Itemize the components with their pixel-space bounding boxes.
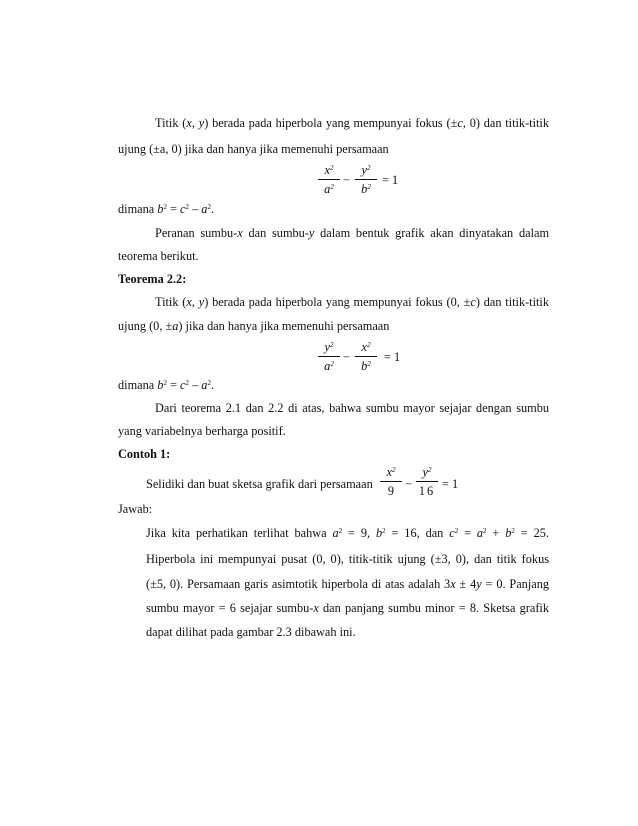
eq3-fraction-2 — [416, 466, 438, 498]
eq2-fraction-2 — [355, 341, 377, 373]
example-prompt: Selidiki dan buat sketsa grafik dari persamaan — [146, 477, 373, 491]
p4-line2: yang variabelnya berharga positif. — [118, 424, 286, 438]
eq2-num1: $y^2$ — [324, 340, 334, 354]
eq1-den1: $a^2$ — [324, 182, 334, 197]
eq1-fraction-1 — [318, 164, 340, 196]
answer-line4 — [146, 602, 549, 614]
p1-line1 — [155, 117, 549, 129]
eq3-num1: $x^2$ — [386, 465, 396, 479]
eq3-fraction-1 — [380, 466, 402, 498]
answer-line3 — [146, 578, 549, 590]
p2-line1 — [155, 227, 549, 239]
p3-line2-text: ujung (0, ±a) jika dan hanya jika memenuhi persamaan — [118, 319, 390, 333]
p2-line1-text: Peranan sumbu-x dan sumbu-y dalam bentuk grafik akan dinyatakan dalam — [155, 226, 550, 240]
eq3-rhs: = 1 — [442, 477, 459, 491]
eq1-den2: $b^2$ — [361, 182, 371, 197]
p1-line2: ujung (±a, 0) jika dan hanya jika memenuhi persamaan — [118, 142, 389, 156]
answer-line3-text: (±5, 0). Persamaan garis asimtotik hiperbola di atas adalah 3x ± 4y = 0. Panjang — [146, 577, 549, 591]
answer-line1-text: Jika kita perhatikan terlihat bahwa $a^2 = 9$, $b^2 = 16$, dan $c^2 = a^2 + b^2 = 25$. — [146, 526, 549, 540]
eq2-num2: $x^2$ — [361, 340, 371, 354]
dimana1-text: dimana $b^2 = c^2 - a^2$. — [118, 202, 215, 216]
eq3-den1: 9 — [387, 484, 395, 499]
eq2-fraction-1 — [318, 341, 340, 373]
p1-line1-text: Titik (x, y) berada pada hiperbola yang mempunyai fokus (±c, 0) dan titik-titik — [155, 116, 549, 130]
eq1-minus: − — [343, 173, 350, 187]
eq2-den1: $a^2$ — [324, 359, 334, 374]
eq1-num1: $x^2$ — [324, 163, 334, 177]
dimana-line-1 — [118, 203, 214, 215]
p3-line2 — [118, 320, 389, 332]
eq1-num2: $y^2$ — [361, 163, 371, 177]
p4-line1 — [155, 402, 549, 414]
eq1-rhs: = 1 — [382, 173, 399, 187]
eq2-rhs: = 1 — [384, 350, 401, 364]
eq3-num2: $y^2$ — [422, 465, 432, 479]
theorem-heading: Teorema 2.2: — [118, 272, 187, 286]
eq1-fraction-2 — [355, 164, 377, 196]
eq2-minus: − — [343, 350, 350, 364]
answer-line5: dapat dilihat pada gambar 2.3 dibawah ini. — [146, 625, 356, 639]
answer-line2 — [146, 553, 549, 565]
eq3-den2: 16 — [418, 484, 436, 499]
p4-line1-text: Dari teorema 2.1 dan 2.2 di atas, bahwa sumbu mayor sejajar dengan sumbu — [155, 401, 549, 415]
p3-line1 — [155, 296, 549, 308]
answer-line4-text: sumbu mayor = 6 sejajar sumbu-x dan panjang sumbu minor = 8. Sketsa grafik — [146, 601, 549, 615]
eq2-den2: $b^2$ — [361, 359, 371, 374]
answer-line2-text: Hiperbola ini mempunyai pusat (0, 0), titik-titik ujung (±3, 0), dan titik fokus — [146, 552, 549, 566]
answer-line1 — [146, 527, 549, 539]
p3-line1-text: Titik (x, y) berada pada hiperbola yang mempunyai fokus (0, ±c) dan titik-titik — [155, 295, 549, 309]
dimana2-text: dimana $b^2 = c^2 - a^2$. — [118, 378, 215, 392]
dimana-line-2 — [118, 379, 214, 391]
jawab-label: Jawab: — [118, 502, 153, 516]
example-heading: Contoh 1: — [118, 447, 171, 461]
p2-line2: teorema berikut. — [118, 249, 199, 263]
eq3-minus: − — [405, 477, 412, 491]
